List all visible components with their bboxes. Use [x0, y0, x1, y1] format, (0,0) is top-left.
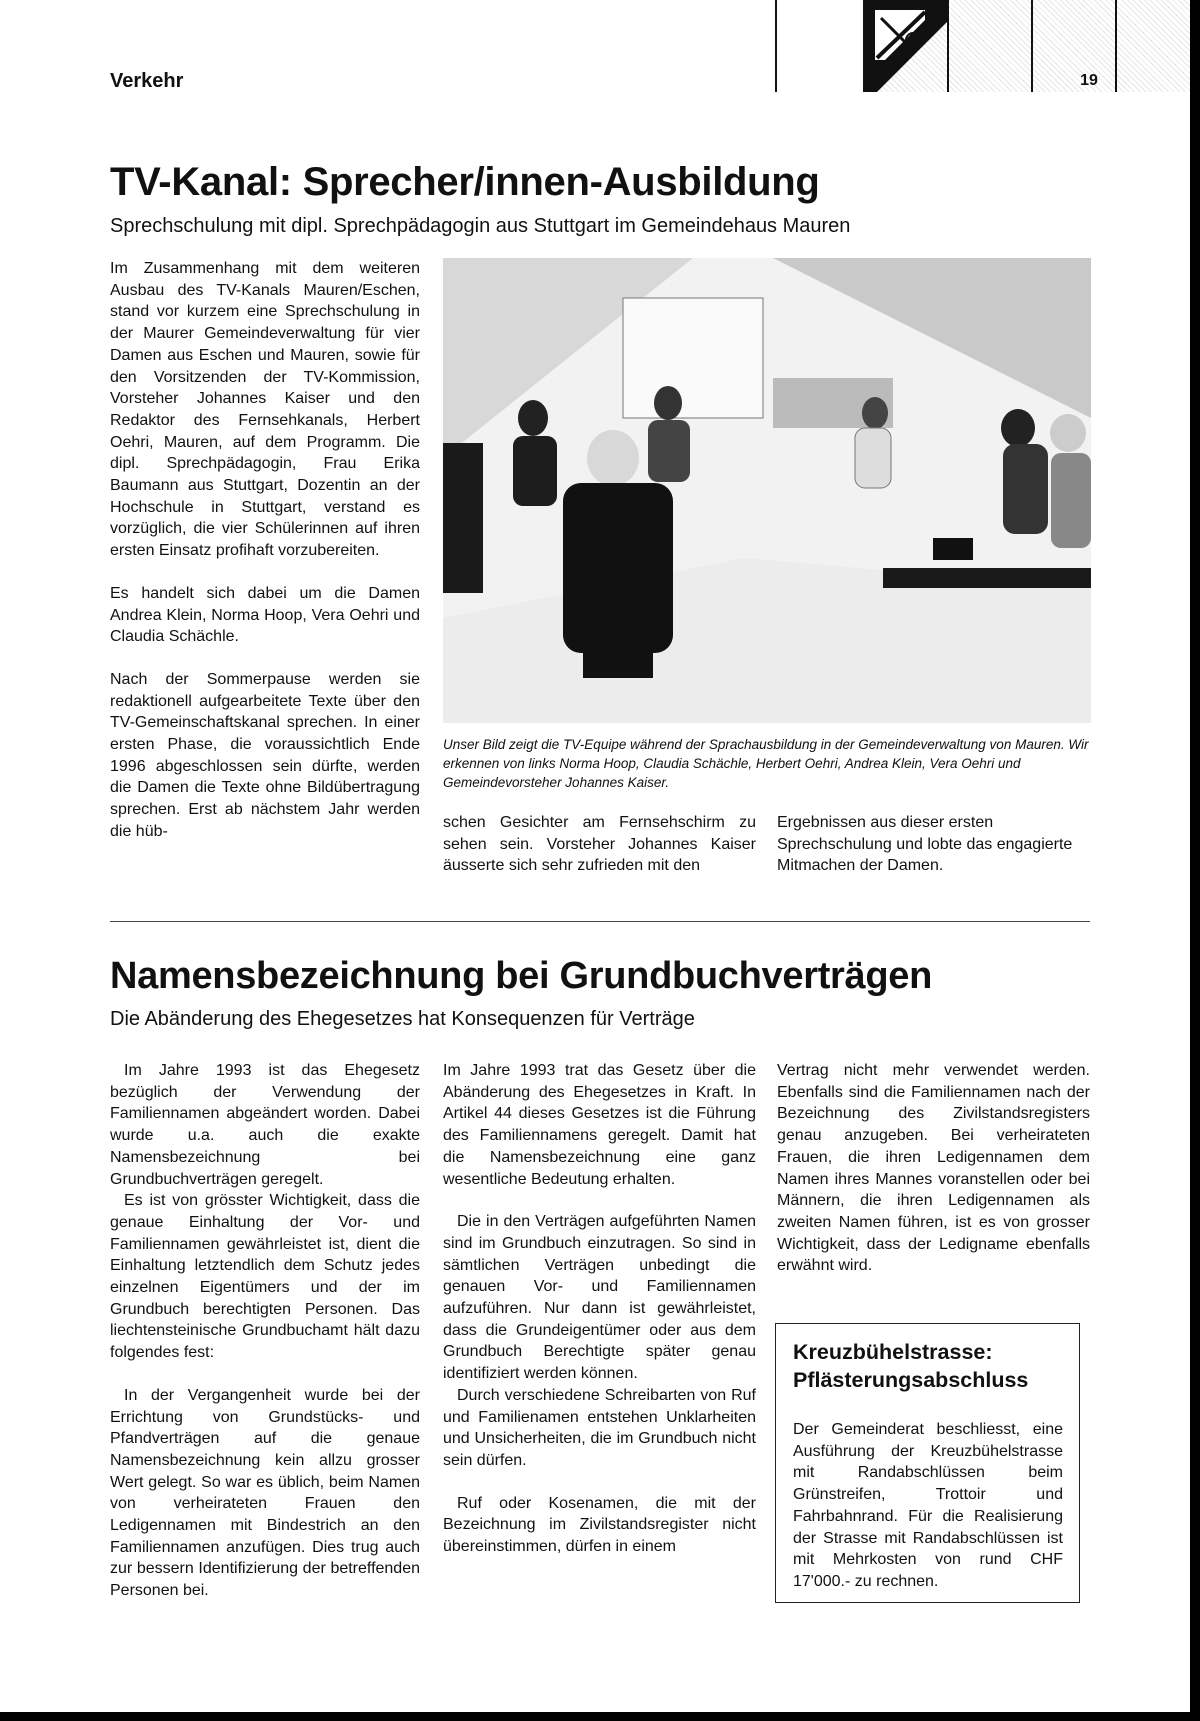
paragraph: Ruf oder Kosenamen, die mit der Bezeichnung im Zivilstandsregister nicht übereinstimmen, dürfen in einem — [443, 1494, 756, 1556]
paragraph: Durch verschiedene Schreibarten von Ruf und Familienamen entstehen Unklarheiten und Unsicherheiten, die im Grundbuch nicht sein dürfen. — [443, 1386, 756, 1469]
info-box-title — [793, 1338, 1028, 1394]
article-1-column-1 — [110, 258, 420, 843]
info-box-title-line-2: Pflästerungsabschluss — [793, 1368, 1029, 1392]
paragraph: Vertrag nicht mehr verwendet werden. Ebenfalls sind die Familiennamen nach der Bezeichnung des Zivilstandsregisters genau anzugeben. Bei verheirateten Frauen, die ihren Ledigennamen dem Namen ihres Mannes voranstellen oder bei Männern, die ihren Ledigennamen als zweiten Namen führen, ist es von grosser Wichtigkeit, dass der Ledigname ebenfalls erwähnt wird. — [777, 1062, 1090, 1275]
paragraph: Im Zusammenhang mit dem weiteren Ausbau des TV-Kanals Mauren/Eschen, stand vor kurzem eine Sprechschulung in der Maurer Gemeindeverwaltung für vier Damen aus Eschen und Mauren, sowie für den Vorsitzenden der TV-Kommission, Vorsteher Johannes Kaiser und den Redaktor des Fernsehkanals, Herbert Oehri, Mauren, auf dem Programm. Die dipl. Sprechpädagogin, Frau Erika Baumann aus Stuttgart, Dozentin an der Hochschule in Stuttgart, verstand es vorzüglich, die vier Schülerinnen auf ihren ersten Einsatz profihaft vorzubereiten. — [110, 260, 420, 560]
article-2-subtitle: Die Abänderung des Ehegesetzes hat Konsequenzen für Verträge — [110, 1008, 695, 1030]
article-2-column-2 — [443, 1060, 756, 1558]
article-1-column-2 — [443, 812, 756, 877]
paragraph: Es handelt sich dabei um die Damen Andrea Klein, Norma Hoop, Vera Oehri und Claudia Schächle. — [110, 584, 420, 646]
article-1-column-3 — [777, 812, 1090, 877]
emblem-icon — [865, 0, 949, 92]
photo-illustration — [443, 258, 1091, 723]
paragraph: schen Gesichter am Fernsehschirm zu sehen sein. Vorsteher Johannes Kaiser äusserte sich sehr zufrieden mit den — [443, 814, 756, 875]
paragraph: Im Jahre 1993 trat das Gesetz über die Abänderung des Ehegesetzes in Kraft. In Artikel 44 dieses Gesetzes ist die Führung des Familiennamens geregelt. Damit hat die Namensbezeichnung eine ganz wesentliche Bedeutung erhalten. — [443, 1062, 756, 1188]
info-box — [775, 1323, 1080, 1603]
article-1-photo — [443, 258, 1091, 723]
paragraph: Nach der Sommerpause werden sie redaktionell aufgearbeitete Texte über den TV-Gemeinschaftskanal sprechen. In einer ersten Phase, die voraussichtlich Ende 1996 abgeschlossen sein dürfte, werden die Damen die Texte ohne Bildübertragung sprechen. Erst ab nächstem Jahr werden die hüb- — [110, 670, 420, 840]
paragraph: Es ist von grösster Wichtigkeit, dass die genaue Einhaltung der Vor- und Familiennamen gewährleistet ist, dient die Einhaltung letztendlich dem Schutz jedes einzelnen Eigentümers und der im Grundbuch berechtigten Personen. Das liechtensteinische Grundbuchamt hält dazu folgendes fest: — [110, 1192, 420, 1362]
info-box-title-line-1: Kreuzbühelstrasse: — [793, 1340, 993, 1364]
paragraph: Die in den Verträgen aufgeführten Namen sind im Grundbuch einzutragen. So sind in sämtlichen Verträgen unbedingt die genauen Vor- und Familiennamen aufzuführen. Nur dann ist gewährleistet, dass die Grundeigentümer oder aus dem Grundbuch Berechtigte später genau identifiziert werden können. — [443, 1213, 756, 1383]
article-divider — [110, 921, 1090, 922]
header-decoration — [775, 0, 1190, 92]
article-2-title: Namensbezeichnung bei Grundbuchverträgen — [110, 955, 933, 997]
paragraph: Ergebnissen aus dieser ersten Sprechschulung und lobte das engagierte Mitmachen der Damen. — [777, 814, 1073, 875]
photo-caption: Unser Bild zeigt die TV-Equipe während der Sprachausbildung in der Gemeindeverwaltung von Mauren. Wir erkennen von links Norma Hoop, Claudia Schächle, Herbert Oehri, Andrea Klein, Vera Oehri und Gemeindevorsteher Johannes Kaiser. — [443, 737, 1089, 790]
info-box-body: Der Gemeinderat beschliesst, eine Ausführung der Kreuzbühelstrasse mit Randabschlüssen beim Grünstreifen, Trottoir und Fahrbahnrand. Für die Realisierung der Strasse mit Randabschlüssen ist mit Mehrkosten von rund CHF 17'000.- zu rechnen. — [793, 1421, 1063, 1590]
section-label: Verkehr — [110, 70, 184, 92]
paragraph: Im Jahre 1993 ist das Ehegesetz bezüglich der Verwendung der Familiennamen abgeändert worden. Dabei wurde u.a. auch die exakte Namensbezeichnung bei Grundbuchverträgen geregelt. — [110, 1062, 420, 1188]
paragraph: In der Vergangenheit wurde bei der Errichtung von Grundstücks- und Pfandverträgen auf die genaue Namensbezeichnung kein allzu grosser Wert gelegt. So war es üblich, beim Namen von verheirateten Frauen den Ledigennamen mit Bindestrich an den Familiennamen anzufügen. Dies trug auch zur bessern Identifizierung der betreffenden Personen bei. — [110, 1386, 420, 1600]
article-2-column-3 — [777, 1060, 1090, 1277]
article-1-title: TV-Kanal: Sprecher/innen-Ausbildung — [110, 160, 820, 204]
article-1-subtitle: Sprechschulung mit dipl. Sprechpädagogin aus Stuttgart im Gemeindehaus Mauren — [110, 215, 851, 237]
article-2-column-1 — [110, 1060, 420, 1602]
page-number: 19 — [1080, 72, 1098, 89]
